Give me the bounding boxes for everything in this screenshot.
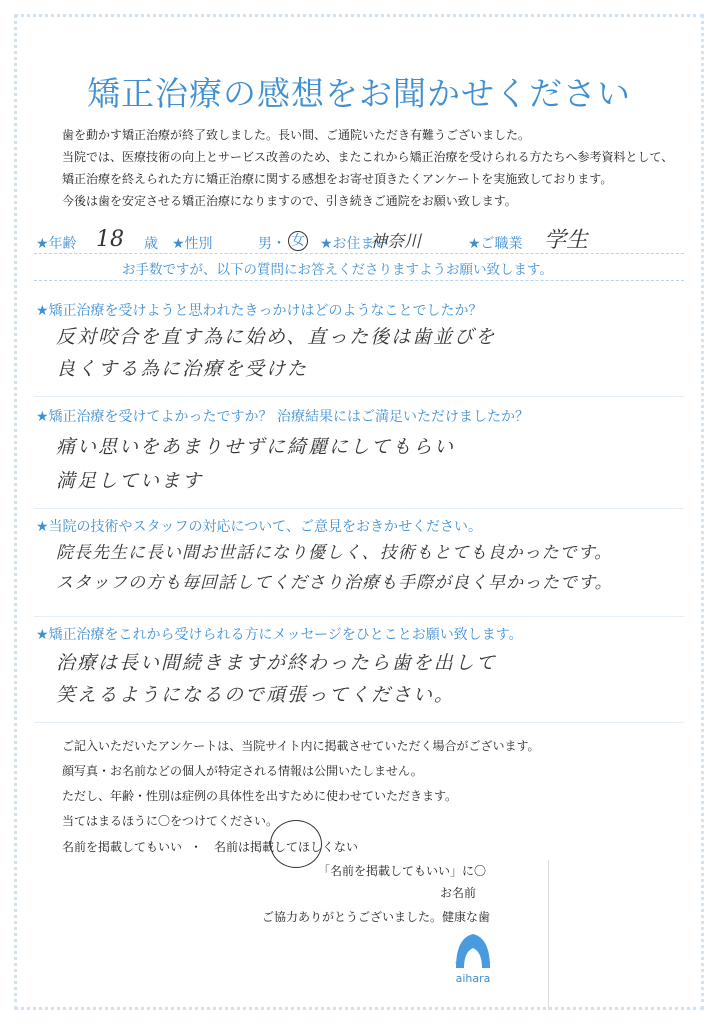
clinic-logo <box>448 928 498 988</box>
answer-1-line-1[interactable]: 反対咬合を直す為に始め、直った後は歯並びを <box>56 326 497 348</box>
job-label: ★ご職業 <box>468 236 523 252</box>
page-title: 矯正治療の感想をお聞かせください <box>87 74 631 113</box>
question-4: ★矯正治療をこれから受けられる方にメッセージをひとことお願い致します。 <box>36 627 523 643</box>
logo-text: aihara <box>455 972 491 985</box>
tooth-logo-icon <box>448 928 498 972</box>
choice-separator: ・ <box>190 840 203 854</box>
intro-line: 当院では、医療技術の向上とサービス改善のため、またこれから矯正治療を受けられる方たちへ参考資料として、 <box>62 150 674 164</box>
answer-4-line-1[interactable]: 治療は長い間続きますが終わったら歯を出して <box>56 652 497 674</box>
question-3: ★当院の技術やスタッフの対応について、ご意見をおきかせください。 <box>36 519 482 535</box>
intro-line: 歯を動かす矯正治療が終了致しました。長い間、ご通院いただき有難うございました。 <box>62 128 531 142</box>
intro-line: 矯正治療を終えられた方に矯正治療に関する感想をお寄せ頂きたくアンケートを実施致しております。 <box>62 172 613 186</box>
answer-4-line-2[interactable]: 笑えるようになるので頑張ってください。 <box>56 684 456 706</box>
choice-allow-name[interactable]: 名前を掲載してもいい <box>62 840 183 854</box>
svg-text:✦: ✦ <box>454 959 462 969</box>
svg-text:✦: ✦ <box>484 959 492 969</box>
gender-female-option[interactable]: 女 <box>288 231 308 251</box>
intro-paragraph <box>62 124 682 212</box>
answer-3-line-2[interactable]: スタッフの方も毎回話してくださり治療も手際が良く早かったです。 <box>56 573 613 593</box>
request-text: お手数ですが、以下の質問にお答えくださりますようお願い致します。 <box>122 262 553 278</box>
answer-3-line-1[interactable]: 院長先生に長い間お世話になり優しく、技術もとても良かったです。 <box>56 543 613 563</box>
divider <box>34 280 684 281</box>
divider <box>34 722 684 723</box>
thanks-text: ご協力ありがとうございました。健康な歯 <box>262 910 491 924</box>
divider <box>34 616 684 617</box>
age-value[interactable]: 18 <box>96 227 124 252</box>
question-1: ★矯正治療を受けようと思われたきっかけはどのようなことでしたか？ <box>36 303 483 319</box>
intro-line: 今後は歯を安定させる矯正治療になりますので、引き続きご通院をお願い致します。 <box>62 194 517 208</box>
notice-line: 当てはまるほうに〇をつけてください。 <box>62 814 279 828</box>
note-line: 「名前を掲載してもいい」に〇 <box>318 864 487 878</box>
address-label: ★お住まい <box>320 236 389 252</box>
age-unit: 歳 <box>144 236 158 252</box>
notice-paragraph <box>62 734 539 834</box>
notice-line: ただし、年齢・性別は症例の具体性を出すために使わせていただきます。 <box>62 789 458 803</box>
selection-circle <box>270 820 322 868</box>
answer-1-line-2[interactable]: 良くする為に治療を受けた <box>56 358 309 380</box>
divider <box>34 508 684 509</box>
age-label: ★年齢 <box>36 236 77 252</box>
gender-label: ★性別 <box>172 236 213 252</box>
paper-stamp-area <box>548 860 699 1010</box>
job-value[interactable]: 学生 <box>544 228 589 253</box>
notice-line: 顔写真・お名前などの個人が特定される情報は公開いたしません。 <box>62 764 423 778</box>
gender-male-option[interactable]: 男・ <box>258 236 286 252</box>
divider <box>34 253 684 254</box>
divider <box>34 396 684 397</box>
choice-deny-name[interactable]: 名前は掲載してほしくない <box>214 840 359 854</box>
answer-2-line-2[interactable]: 満足しています <box>56 470 204 492</box>
notice-line: ご記入いただいたアンケートは、当院サイト内に掲載させていただく場合がございます。 <box>62 739 540 753</box>
answer-2-line-1[interactable]: 痛い思いをあまりせずに綺麗にしてもらい <box>56 436 456 458</box>
question-2: ★矯正治療を受けてよかったですか？ 治療結果にはご満足いただけましたか？ <box>36 409 529 425</box>
profile-row <box>36 227 676 253</box>
name-label: お名前 <box>440 886 477 900</box>
address-value[interactable]: 神奈川 <box>370 232 421 252</box>
